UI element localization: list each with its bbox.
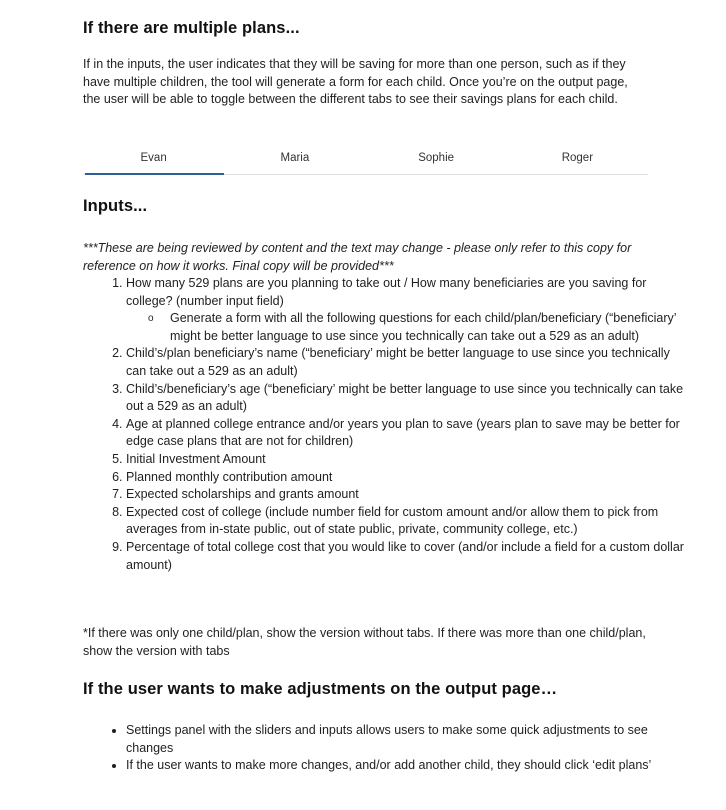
multiple-plans-description: If in the inputs, the user indicates that they will be saving for more than one person, such as if they have multiple children, the tool will generate a form for each child. Once you’re on the output page, the user will be able to toggle between the different tabs to see their savings plans for each child. — [83, 57, 628, 107]
section-heading-adjustments: If the user wants to make adjustments on the output page… — [83, 680, 558, 698]
sub-list — [126, 310, 691, 345]
list-item: 4. Age at planned college entrance and/or years you plan to save (years plan to save may be better for edge case plans that are not for children) — [126, 416, 691, 451]
inputs-list — [83, 275, 691, 574]
list-item: 5. Initial Investment Amount — [126, 451, 691, 469]
tab-roger[interactable]: Roger — [561, 152, 594, 164]
tab-evan[interactable]: Evan — [83, 148, 224, 174]
tabs-footnote: *If there was only one child/plan, show the version without tabs. If there was more than one child/plan, show the version with tabs — [83, 626, 646, 658]
tab-sophie[interactable]: Sophie — [418, 152, 455, 164]
beneficiary-tabs — [83, 148, 648, 175]
list-item — [126, 275, 691, 345]
list-item-text: How many 529 plans are you planning to take out / How many beneficiaries are you saving for college? (number input field) — [126, 276, 647, 308]
content-review-note: ***These are being reviewed by content and the text may change - please only refer to this copy for reference on how it works. Final copy will be provided*** — [83, 241, 632, 273]
list-item: 7. Expected scholarships and grants amount — [126, 486, 691, 504]
section-heading-multiple-plans: If there are multiple plans... — [83, 19, 300, 37]
hollow-bullet-icon: o — [148, 313, 154, 325]
tab-maria[interactable]: Maria — [280, 152, 310, 164]
list-item: • If the user wants to make more changes, and/or add another child, they should click ‘edit plans’ — [126, 757, 691, 775]
section-heading-inputs: Inputs... — [83, 197, 148, 215]
sub-list-item — [148, 310, 691, 345]
sub-list-item-text: Generate a form with all the following questions for each child/plan/beneficiary (“beneficiary’ might be better language to use since you technically can take out a 529 as an adult) — [170, 311, 677, 343]
list-item: 9. Percentage of total college cost that you would like to cover (and/or include a field for a custom dollar amount) — [126, 539, 691, 574]
list-item: • Settings panel with the sliders and inputs allows users to make some quick adjustments to see changes — [126, 722, 691, 757]
list-item: 2. Child’s/plan beneficiary’s name (“beneficiary’ might be better language to use since you technically can take out a 529 as an adult) — [126, 345, 691, 380]
list-item: 3. Child’s/beneficiary’s age (“beneficiary’ might be better language to use since you technically can take out a 529 as an adult) — [126, 381, 691, 416]
list-item: 6. Planned monthly contribution amount — [126, 469, 691, 487]
list-item: 8. Expected cost of college (include number field for custom amount and/or allow them to pick from averages from in-state public, out of state public, private, community college, etc.) — [126, 504, 691, 539]
adjustments-list — [83, 722, 691, 775]
